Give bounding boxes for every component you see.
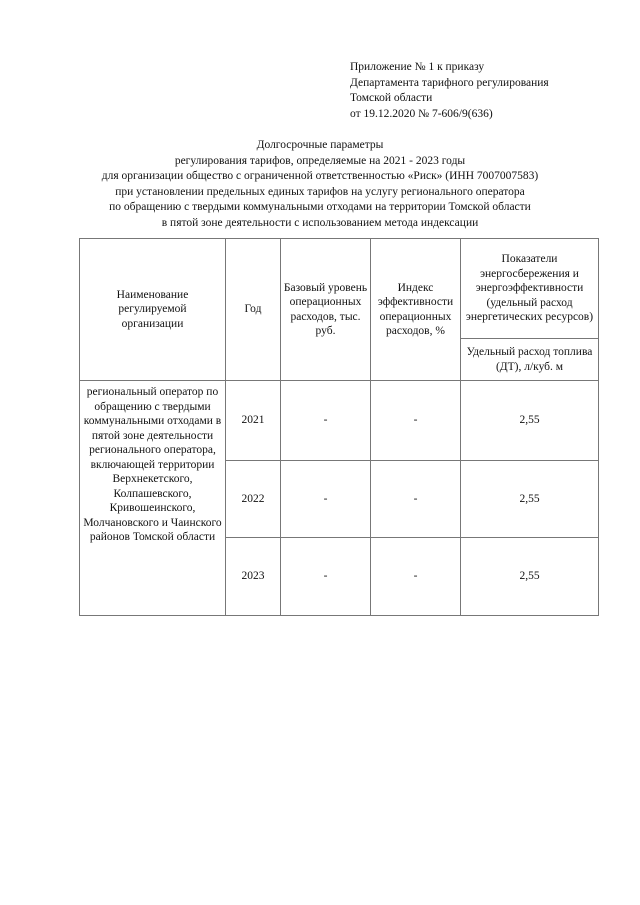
cell-base: -: [281, 538, 371, 616]
cell-index: -: [371, 461, 461, 538]
cell-year: 2021: [226, 381, 281, 461]
parameters-table: [79, 238, 599, 616]
cell-index: -: [371, 381, 461, 461]
header-base-costs: Базовый уровень операционных расходов, тыс. руб.: [281, 239, 371, 381]
title-line: по обращению с твердыми коммунальными отходами на территории Томской области: [109, 201, 531, 213]
title-line: при установлении предельных единых тарифов на услугу регионального оператора: [115, 185, 525, 198]
title-line: в пятой зоне деятельности с использованием метода индексации: [161, 216, 479, 229]
cell-org-name: региональный оператор по обращению с твердыми коммунальными отходами в пятой зоне деятельности регионального оператора, включающей территории Верхнекетского, Колпашевского, Кривошеинского, Молчановского и Чаинского районов Томской области: [80, 381, 226, 616]
cell-base: -: [281, 381, 371, 461]
appendix-line: Департамента тарифного регулирования: [350, 76, 549, 89]
cell-fuel: 2,55: [461, 538, 599, 616]
title-line: для организации общество с ограниченной ответственностью «Риск» (ИНН 7007007583): [101, 170, 539, 182]
cell-fuel: 2,55: [461, 381, 599, 461]
header-org: Наименование регулируемой организации: [80, 239, 226, 381]
appendix-line: Приложение № 1 к приказу: [350, 61, 485, 73]
title-line: Долгосрочные параметры: [256, 139, 384, 151]
title-line: регулирования тарифов, определяемые на 2021 - 2023 годы: [174, 154, 466, 167]
cell-base: -: [281, 461, 371, 538]
header-fuel-consumption: Удельный расход топлива (ДТ), л/куб. м: [461, 339, 599, 381]
appendix-block: [350, 60, 549, 122]
cell-year: 2023: [226, 538, 281, 616]
table-header-row: [80, 239, 599, 339]
header-efficiency-index: Индекс эффективности операционных расходов, %: [371, 239, 461, 381]
cell-year: 2022: [226, 461, 281, 538]
header-energy-indicators: Показатели энергосбережения и энергоэффективности (удельный расход энергетических ресурсов): [461, 239, 599, 339]
cell-index: -: [371, 538, 461, 616]
header-year: Год: [226, 239, 281, 381]
table-row: [80, 381, 599, 461]
cell-fuel: 2,55: [461, 461, 599, 538]
document-title: [60, 138, 580, 231]
appendix-line: Томской области: [350, 92, 433, 104]
appendix-line: от 19.12.2020 № 7-606/9(636): [350, 107, 493, 120]
